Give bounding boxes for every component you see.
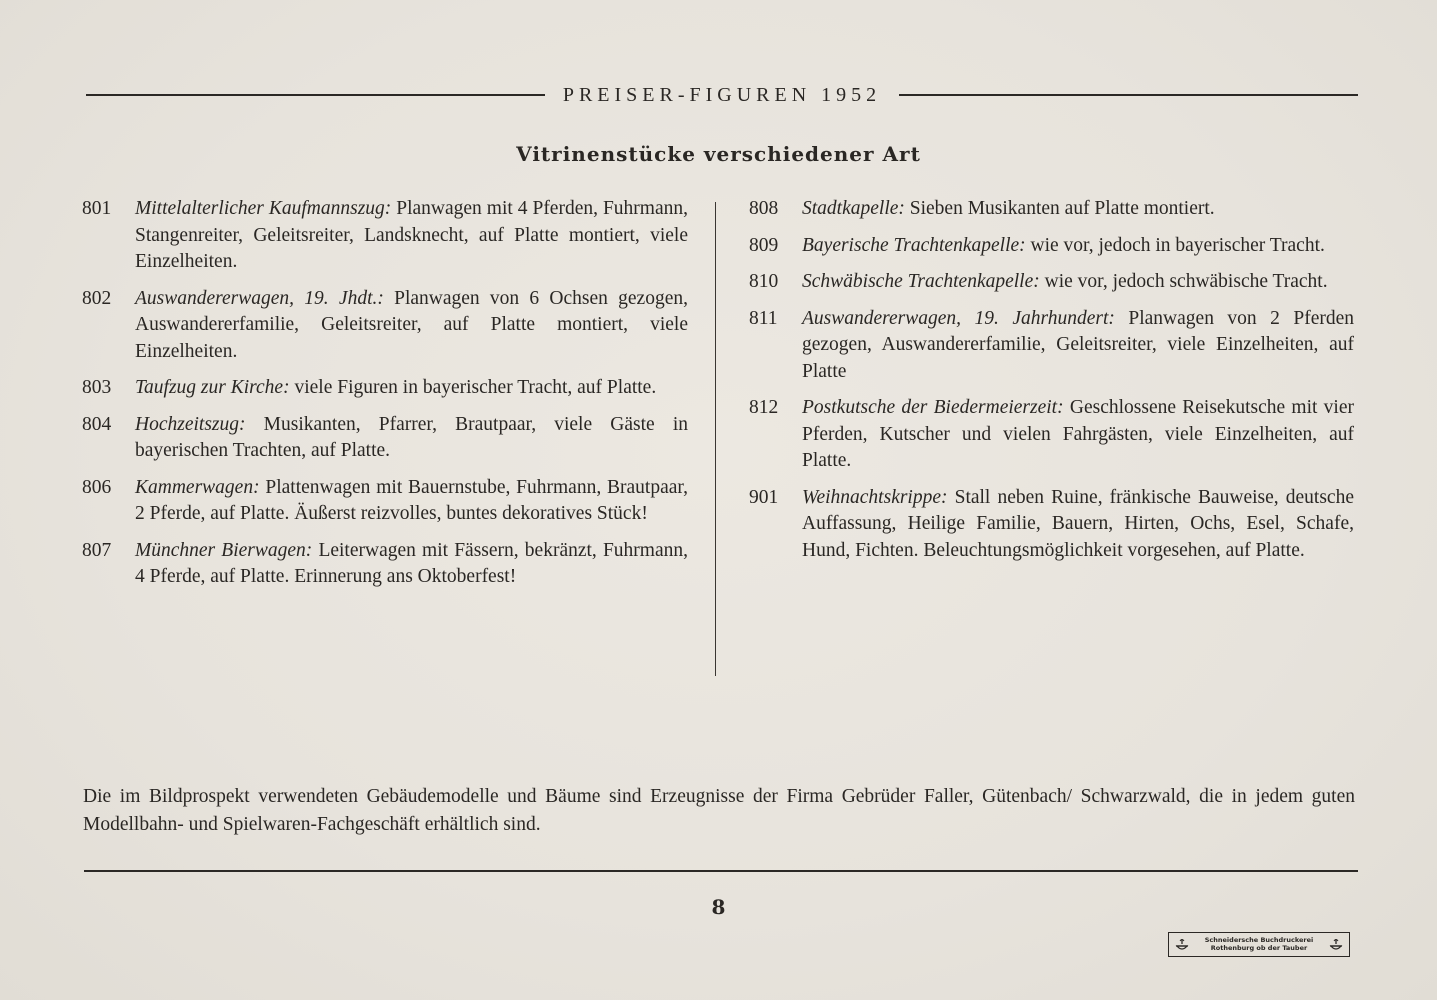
entry-number: 801: [82, 198, 112, 219]
catalog-entry: [82, 538, 688, 591]
entry-number: 804: [82, 413, 112, 435]
footer-rule: [84, 870, 1358, 872]
entry-title: Bayerische Trachtenkapelle:: [802, 234, 1026, 256]
entry-title: Taufzug zur Kirche:: [135, 377, 290, 398]
printer-lamp-icon: [1174, 937, 1190, 953]
entry-description: wie vor, jedoch in bayerischer Tracht.: [1025, 234, 1325, 256]
header-rule-left: [86, 94, 545, 96]
catalog-entry: [749, 485, 1354, 565]
entry-text: [802, 485, 1354, 565]
left-column: [82, 196, 688, 601]
entry-title: Weihnachtskrippe:: [802, 486, 948, 508]
footnote: Die im Bildprospekt verwendeten Gebäudemodelle und Bäume sind Erzeugnisse der Firma Gebrüder Faller, Gütenbach/ Schwarzwald, die in jedem guten Modellbahn- und Spielwaren-Fachgeschäft erhältlich sind.: [83, 786, 1355, 835]
entry-title: Postkutsche der Biedermeierzeit:: [802, 397, 1064, 418]
catalog-entry: [749, 233, 1354, 260]
entry-text: [802, 233, 1354, 260]
entry-title: Hochzeitszug:: [135, 413, 246, 435]
entry-description: Planwagen von 2 Pferden gezogen, Auswandererfamilie, Geleitsreiter, viele Einzelheiten, auf Platte: [802, 307, 1354, 382]
entry-text: [802, 306, 1354, 386]
entry-number: 809: [749, 234, 779, 256]
entry-title: Auswandererwagen, 19. Jhdt.:: [135, 287, 384, 309]
entry-text: [802, 196, 1354, 223]
entry-description: Planwagen mit 4 Pferden, Fuhrmann, Stangenreiter, Geleitsreiter, Landsknecht, auf Platte montiert, viele Einzelheiten.: [135, 198, 688, 272]
entry-text: [135, 475, 688, 528]
header-rule-right: [899, 94, 1358, 96]
catalog-entry: [82, 196, 688, 276]
printer-imprint: [1168, 932, 1350, 957]
entry-number: 812: [749, 397, 779, 418]
entry-text: [135, 286, 688, 366]
entry-text: [135, 196, 688, 276]
entry-text: [802, 395, 1354, 475]
entry-title: Münchner Bierwagen:: [135, 539, 313, 561]
entry-description: Musikanten, Pfarrer, Brautpaar, viele Gäste in bayerischen Trachten, auf Platte.: [135, 413, 688, 461]
catalog-entry: [749, 196, 1354, 223]
entry-title: Schwäbische Trachtenkapelle:: [802, 271, 1040, 292]
printer-line2: Rothenburg ob der Tauber: [1210, 943, 1308, 952]
entry-number: 808: [749, 198, 779, 219]
entry-number: 803: [82, 377, 112, 398]
entry-text: [802, 269, 1354, 296]
entry-title: Mittelalterlicher Kaufmannszug:: [135, 198, 392, 219]
page-header: [86, 80, 1358, 110]
column-divider: [715, 202, 716, 676]
section-title: Vitrinenstücke verschiedener Art: [516, 142, 921, 166]
entry-description: Stall neben Ruine, fränkische Bauweise, deutsche Auffassung, Heilige Familie, Bauern, Hirten, Ochs, Esel, Schafe, Hund, Fichten. Beleuchtungsmöglichkeit vorgesehen, auf Platte.: [802, 486, 1354, 561]
printer-text: [1205, 937, 1314, 952]
entry-description: Geschlossene Reisekutsche mit vier Pferden, Kutscher und vielen Fahrgästen, viele Einzelheiten, auf Platte.: [802, 397, 1354, 471]
catalog-entry: [749, 269, 1354, 296]
page-number: 8: [711, 895, 726, 919]
printer-lamp-icon: [1328, 937, 1344, 953]
entry-title: Auswandererwagen, 19. Jahrhundert:: [802, 307, 1115, 329]
header-title: PREISER-FIGUREN 1952: [562, 83, 882, 106]
entry-description: wie vor, jedoch schwäbische Tracht.: [1039, 271, 1328, 292]
entry-title: Kammerwagen:: [135, 476, 260, 498]
entry-text: [135, 375, 688, 402]
catalog-entry: [749, 306, 1354, 386]
entry-text: [135, 538, 688, 591]
entry-number: 802: [82, 287, 112, 309]
catalog-entry: [82, 286, 688, 366]
entry-description: Plattenwagen mit Bauernstube, Fuhrmann, Brautpaar, 2 Pferde, auf Platte. Äußerst reizvolles, buntes dekoratives Stück!: [135, 476, 688, 524]
entry-description: Planwagen von 6 Ochsen gezogen, Auswandererfamilie, Geleitsreiter, auf Platte montiert, viele Einzelheiten.: [135, 287, 688, 362]
entry-number: 901: [749, 486, 779, 508]
entry-text: [135, 412, 688, 465]
catalog-entry: [749, 395, 1354, 475]
entry-number: 806: [82, 476, 112, 498]
entry-description: viele Figuren in bayerischer Tracht, auf Platte.: [289, 377, 657, 398]
catalog-entry: [82, 375, 688, 402]
printer-line1: Schneidersche Buchdruckerei: [1204, 936, 1314, 944]
entry-number: 810: [749, 271, 779, 292]
entry-description: Sieben Musikanten auf Platte montiert.: [904, 198, 1215, 219]
entry-title: Stadtkapelle:: [802, 198, 905, 219]
catalog-entry: [82, 475, 688, 528]
right-column: [749, 196, 1354, 574]
entry-description: Leiterwagen mit Fässern, bekränzt, Fuhrmann, 4 Pferde, auf Platte. Erinnerung ans Oktoberfest!: [135, 539, 688, 587]
catalog-entry: [82, 412, 688, 465]
entry-number: 811: [749, 307, 778, 329]
entry-number: 807: [82, 539, 112, 561]
